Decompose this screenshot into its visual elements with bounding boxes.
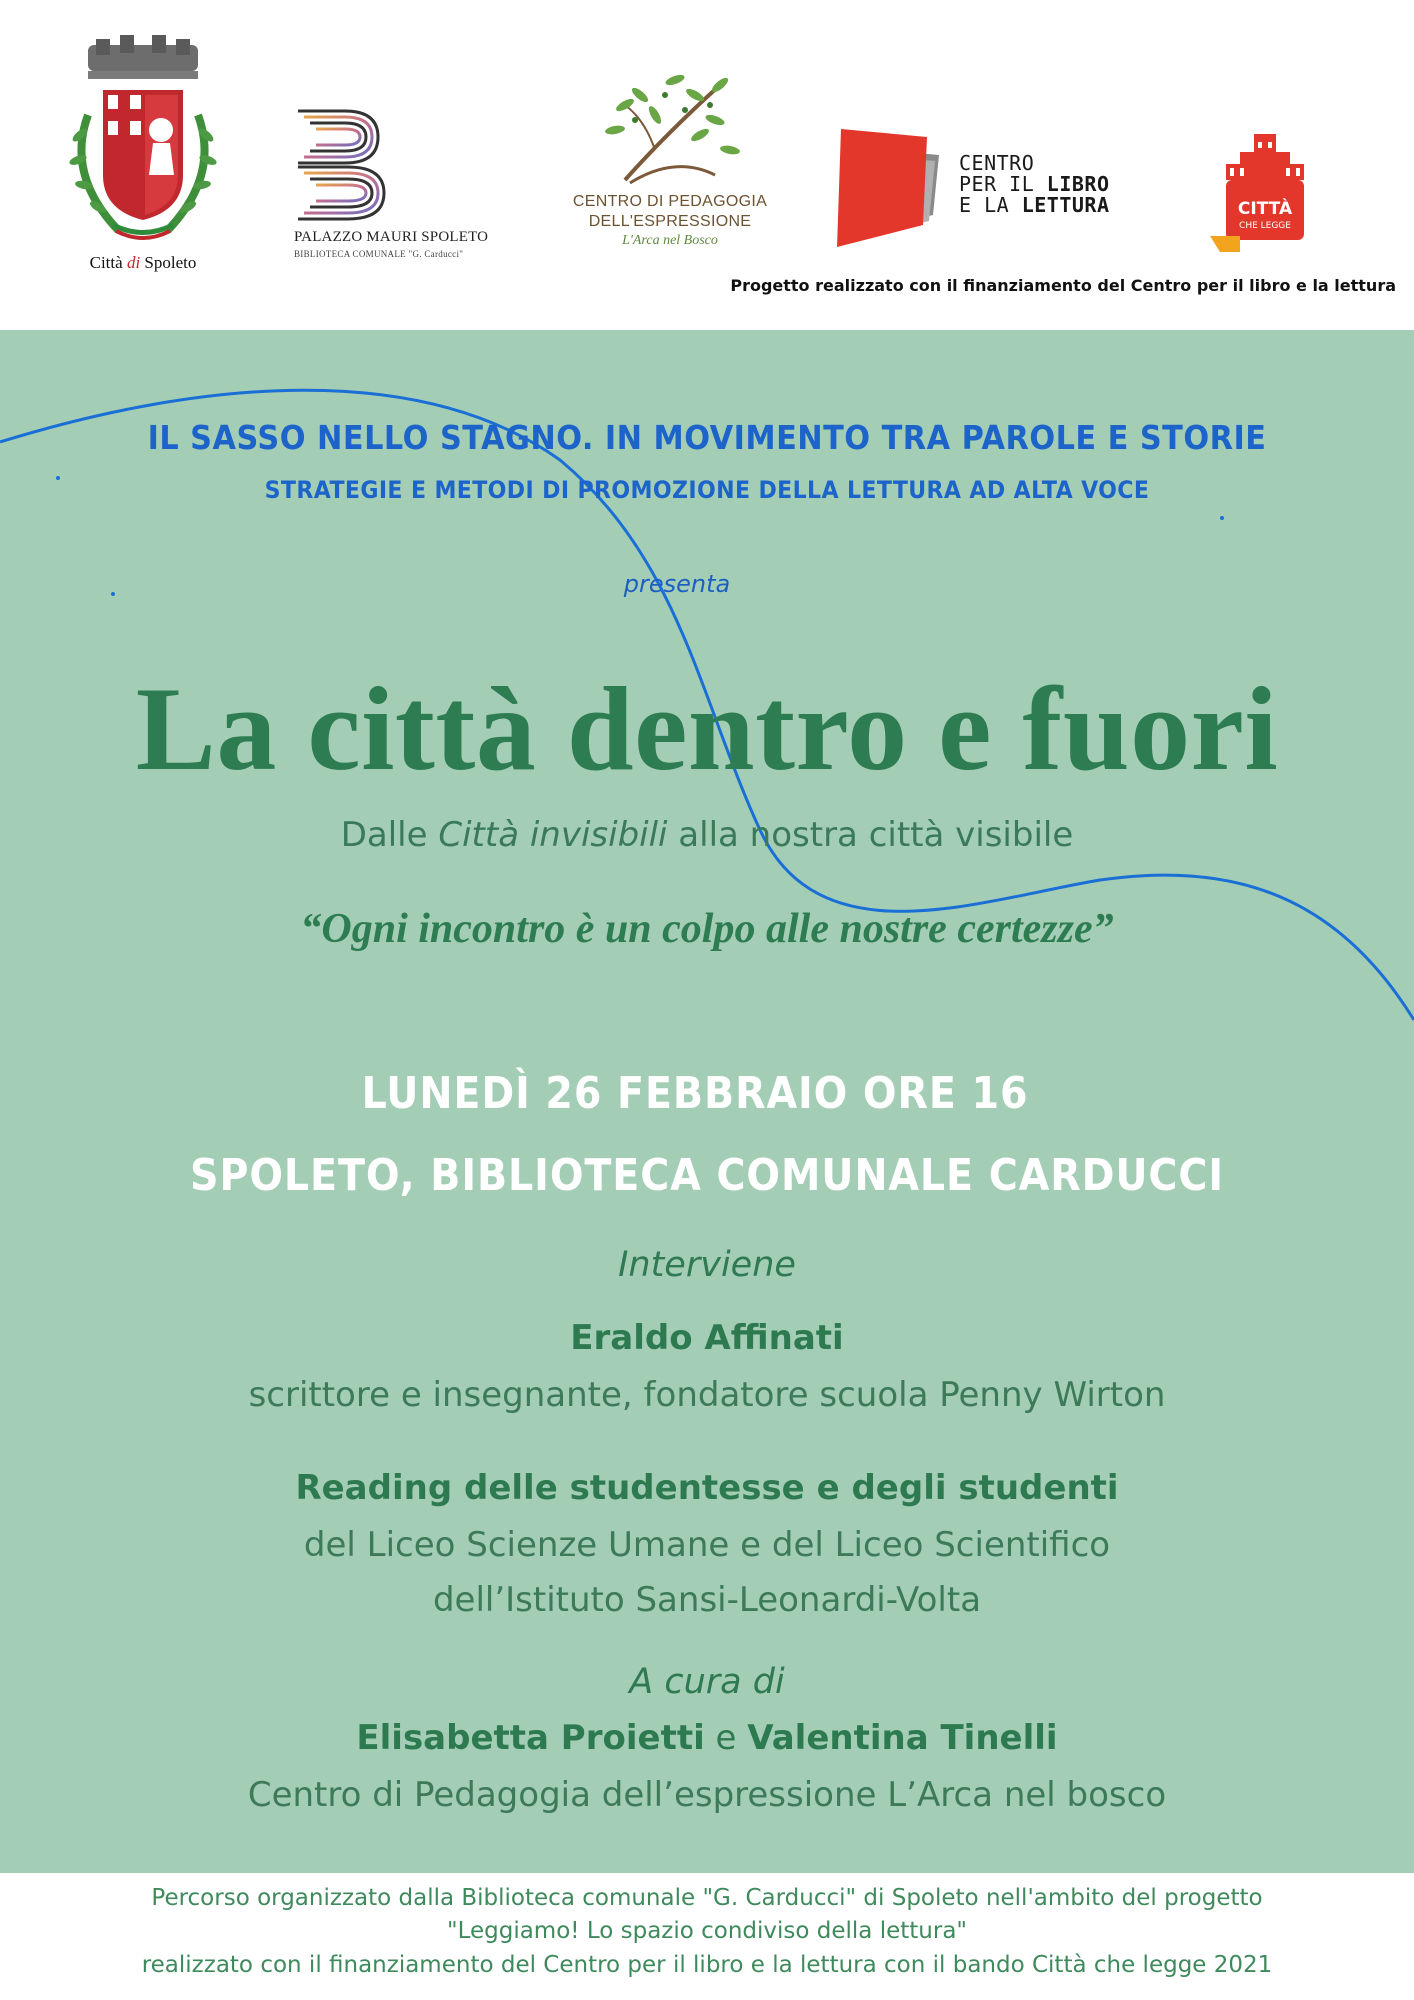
presenta-label: presenta bbox=[623, 570, 731, 598]
event-tagline: Dalle Città invisibili alla nostra città visibile bbox=[340, 815, 1074, 855]
curator-1: Elisabetta Proietti bbox=[356, 1718, 705, 1758]
arca-line2: DELL'ESPRESSIONE bbox=[588, 213, 752, 230]
speaker-role: scrittore e insegnante, fondatore scuola Penny Wirton bbox=[248, 1375, 1166, 1415]
cepell-line1: CENTRO bbox=[959, 151, 1035, 175]
curator-intro: A cura di bbox=[629, 1662, 785, 1702]
project-title: IL SASSO NELLO STAGNO. IN MOVIMENTO TRA PAROLE E STORIE bbox=[147, 418, 1267, 457]
reading-line2: dell’Istituto Sansi-Leonardi-Volta bbox=[432, 1580, 982, 1620]
event-place: SPOLETO, BIBLIOTECA COMUNALE CARDUCCI bbox=[190, 1150, 1224, 1201]
palazzo-mauri-logo bbox=[290, 105, 515, 275]
cepell-line3: E LA LETTURA bbox=[959, 193, 1110, 217]
cittalegge-line2: CHE LEGGE bbox=[1239, 221, 1291, 231]
curators: Elisabetta Proietti e Valentina Tinelli bbox=[356, 1718, 1058, 1758]
arca-line1: CENTRO DI PEDAGOGIA bbox=[572, 193, 768, 210]
reading-title: Reading delle studentesse e degli studenti bbox=[295, 1468, 1119, 1508]
cepell-text bbox=[959, 153, 1110, 216]
palazzo-mauri-b-icon bbox=[290, 105, 390, 225]
event-title: La città dentro e fuori bbox=[135, 662, 1279, 795]
coat-of-arms-icon bbox=[58, 35, 228, 250]
reading-line1: del Liceo Scienze Umane e del Liceo Scientifico bbox=[303, 1525, 1111, 1565]
citta-di-spoleto-logo bbox=[58, 35, 228, 280]
book-icon bbox=[835, 125, 955, 255]
footer-line1: Percorso organizzato dalla Biblioteca comunale "G. Carducci" di Spoleto nell'ambito del progetto bbox=[151, 1885, 1263, 1911]
cepell-line2: PER IL LIBRO bbox=[959, 172, 1110, 196]
footer-line3: realizzato con il finanziamento del Centro per il libro e la lettura con il bando Città che legge 2021 bbox=[141, 1952, 1273, 1978]
interviene-label: Interviene bbox=[618, 1245, 796, 1285]
citta-che-legge-icon bbox=[1210, 130, 1320, 255]
project-subtitle: STRATEGIE E METODI DI PROMOZIONE DELLA LETTURA AD ALTA VOCE bbox=[264, 476, 1150, 504]
spoleto-caption: Città di Spoleto bbox=[89, 253, 197, 272]
footer-line2: "Leggiamo! Lo spazio condiviso della lettura" bbox=[446, 1918, 967, 1944]
curator-organization: Centro di Pedagogia dell’espressione L’Arca nel bosco bbox=[247, 1775, 1167, 1815]
mauri-name: PALAZZO MAURI SPOLETO bbox=[294, 229, 489, 245]
citta-che-legge-logo bbox=[1210, 130, 1320, 255]
speaker-name: Eraldo Affinati bbox=[570, 1318, 844, 1358]
cepell-logo bbox=[835, 125, 1145, 255]
event-date: LUNEDÌ 26 FEBBRAIO ORE 16 bbox=[361, 1068, 1029, 1119]
cittalegge-line1: CITTÀ bbox=[1237, 199, 1293, 219]
mauri-subtitle: BIBLIOTECA COMUNALE "G. Carducci" bbox=[294, 249, 464, 259]
curator-2: Valentina Tinelli bbox=[747, 1718, 1058, 1758]
event-quote: “Ogni incontro è un colpo alle nostre certezze” bbox=[300, 906, 1114, 952]
olive-tree-icon bbox=[555, 65, 785, 190]
arca-line3: L'Arca nel Bosco bbox=[622, 233, 718, 248]
arca-nel-bosco-logo bbox=[555, 65, 785, 265]
funding-note: Progetto realizzato con il finanziamento del Centro per il libro e la lettura bbox=[730, 276, 1396, 295]
